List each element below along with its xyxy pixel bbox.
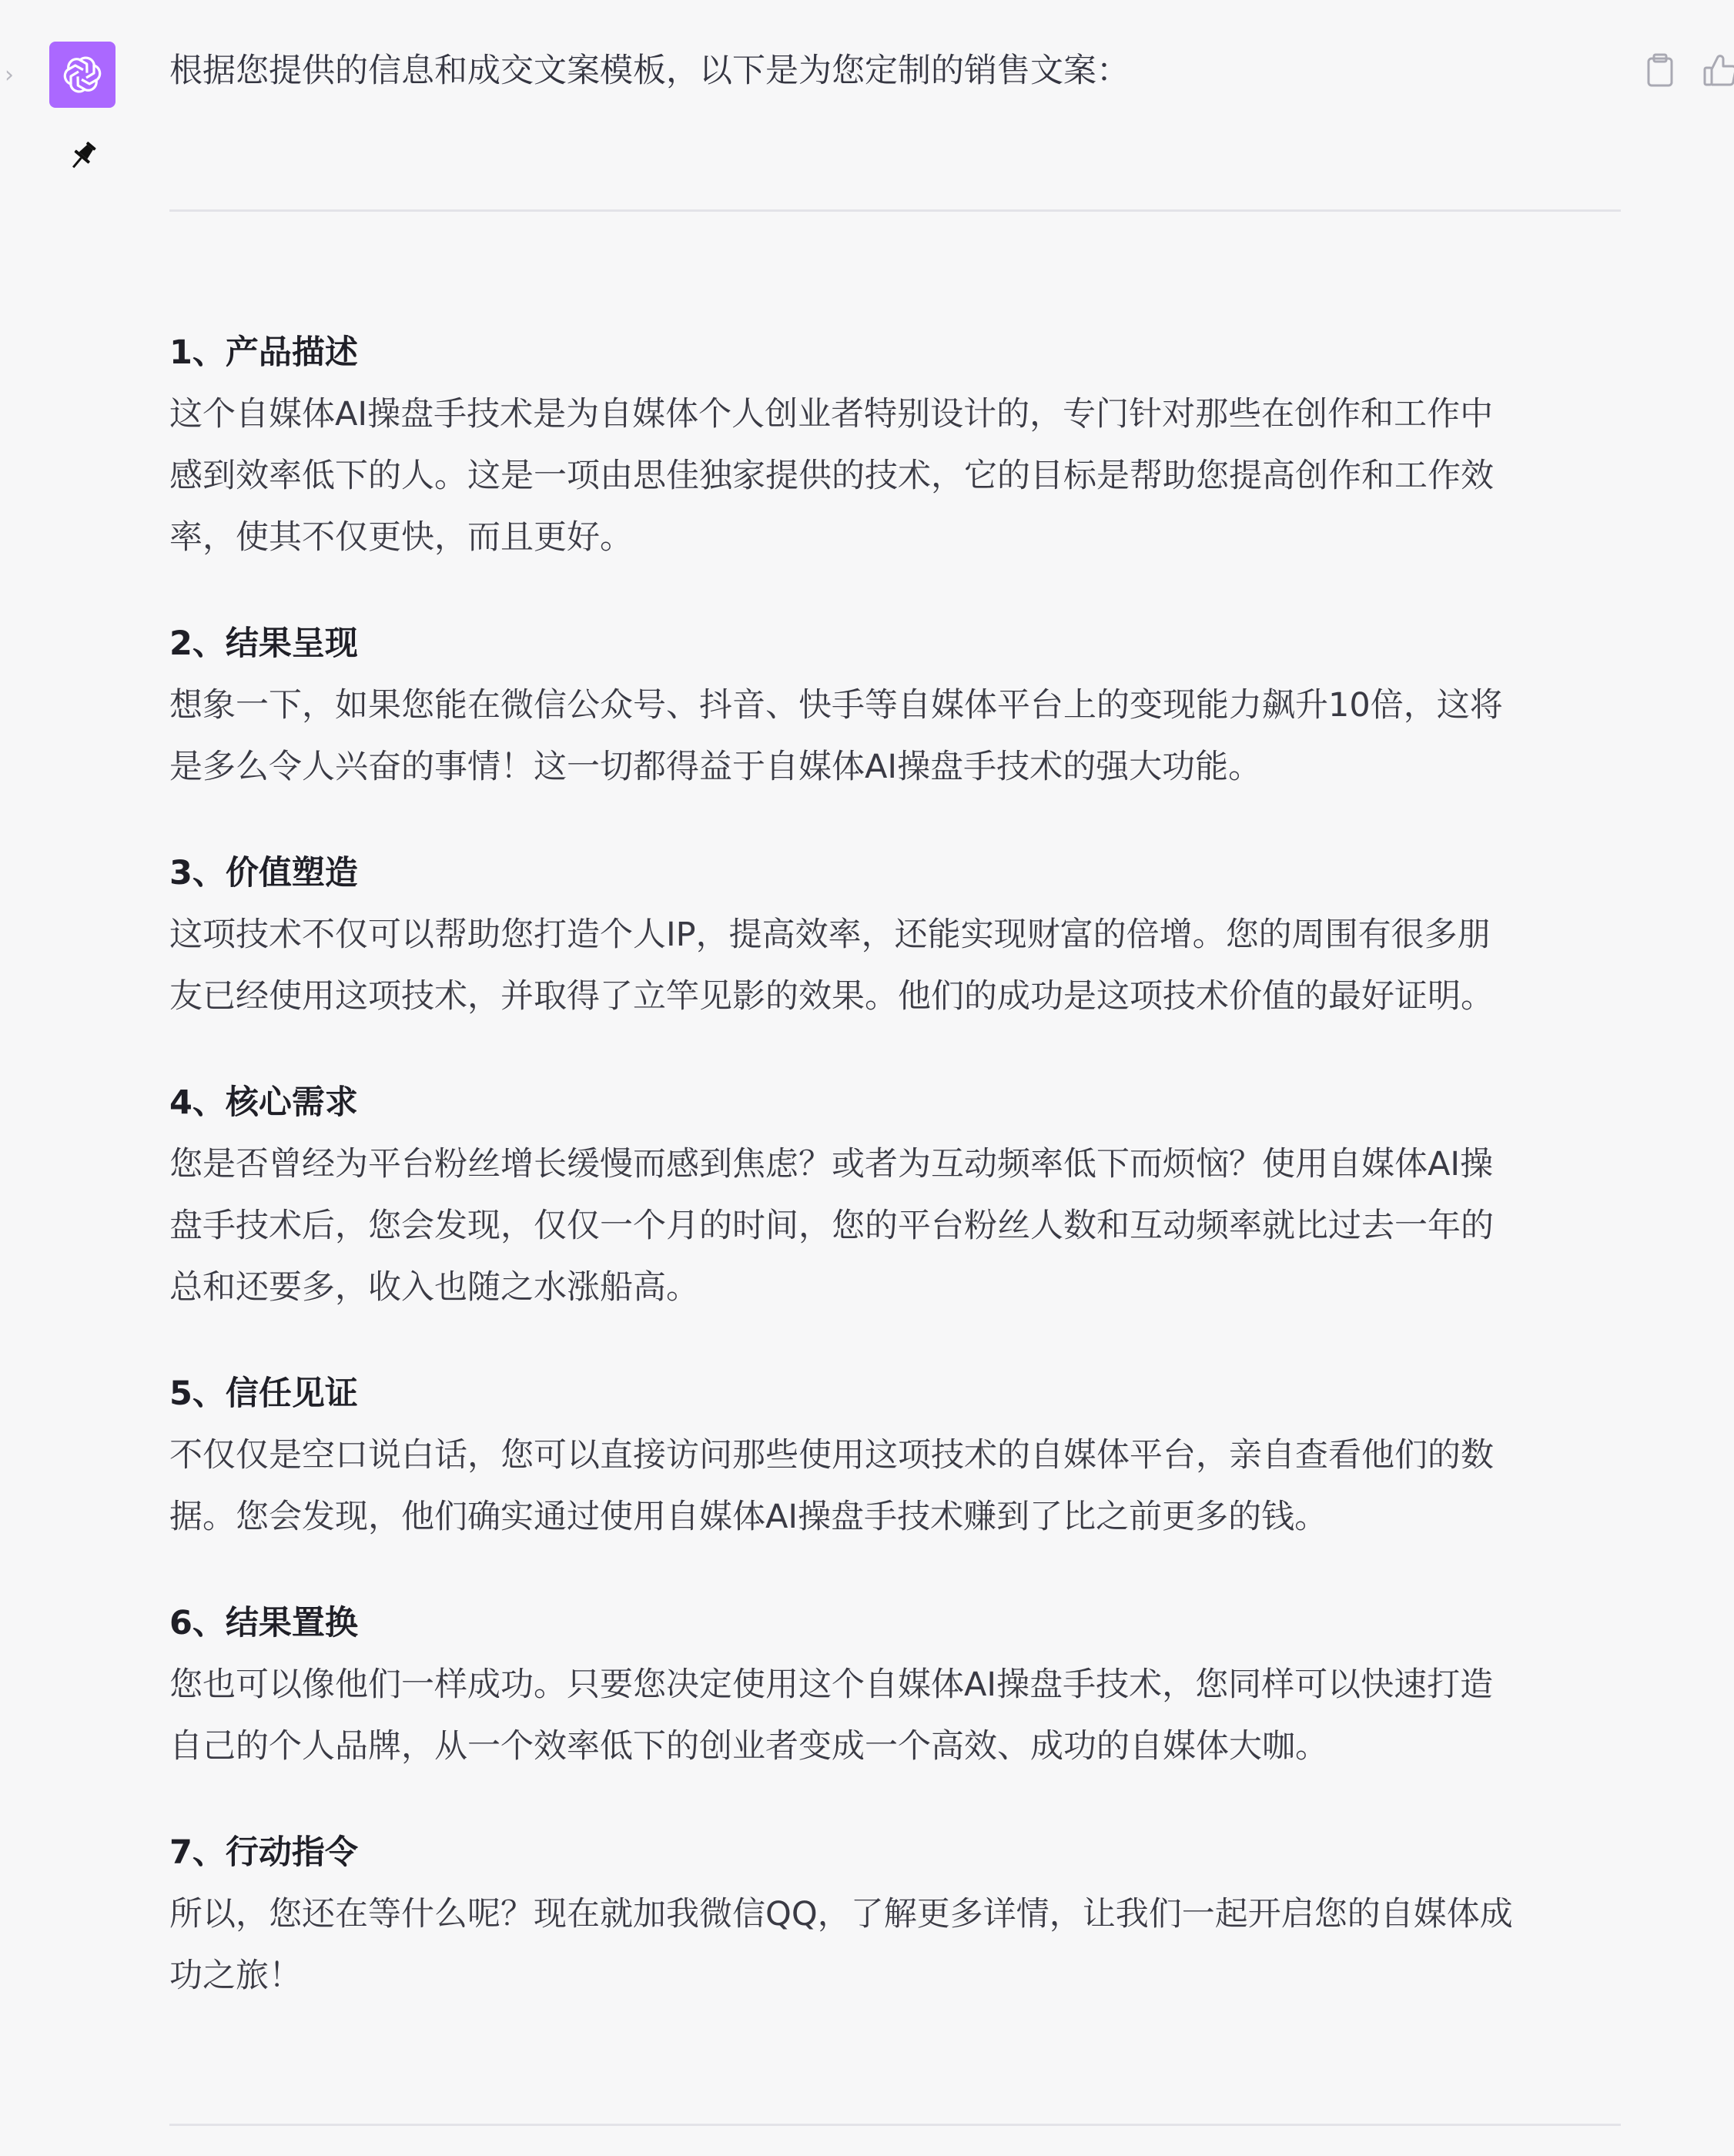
section-body [169,904,1621,1027]
thumbs-up-icon[interactable] [1702,49,1734,91]
openai-logo-icon [49,42,115,108]
section-line: 据。您会发现，他们确实通过使用自媒体AI操盘手技术赚到了比之前更多的钱。 [169,1498,1328,1536]
section-line: 您也可以像他们一样成功。只要您决定使用这个自媒体AI操盘手技术，您同样可以快速打造 [169,1666,1494,1704]
section-body [169,1424,1621,1548]
section-line: 您是否曾经为平台粉丝增长缓慢而感到焦虑？或者为互动频率低下而烦恼？使用自媒体AI操 [169,1145,1494,1183]
section-line: 感到效率低下的人。这是一项由思佳独家提供的技术，它的目标是帮助您提高创作和工作效 [169,457,1494,495]
section-title: 5、信任见证 [169,1374,358,1413]
section-line: 自己的个人品牌，从一个效率低下的创业者变成一个高效、成功的自媒体大咖。 [169,1727,1328,1766]
section-line: 是多么令人兴奋的事情！这一切都得益于自媒体AI操盘手技术的强大功能。 [169,748,1262,786]
section-title: 3、价值塑造 [169,854,358,892]
section-body [169,383,1621,568]
section-title: 7、行动指令 [169,1833,358,1872]
chevron-right-icon[interactable]: › [5,62,14,89]
message-actions [1642,49,1734,95]
section-line: 这个自媒体AI操盘手技术是为自媒体个人创业者特别设计的，专门针对那些在创作和工作中 [169,395,1494,434]
section-line: 这项技术不仅可以帮助您打造个人IP，提高效率，还能实现财富的倍增。您的周围有很多朋 [169,916,1491,954]
section-body [169,1133,1621,1318]
section-line: 友已经使用这项技术，并取得了立竿见影的效果。他们的成功是这项技术价值的最好证明。 [169,977,1494,1016]
section-line: 总和还要多，收入也随之水涨船高。 [169,1268,699,1307]
section-result-replacement [169,1592,1621,1777]
section-title: 2、结果呈现 [169,624,358,663]
section-body [169,675,1621,798]
section-line: 盘手技术后，您会发现，仅仅一个月的时间，您的平台粉丝人数和互动频率就比过去一年的 [169,1207,1494,1245]
section-product-description [169,322,1621,568]
section-title: 6、结果置换 [169,1604,358,1642]
clipboard-icon[interactable] [1642,49,1679,91]
section-line: 想象一下，如果您能在微信公众号、抖音、快手等自媒体平台上的变现能力飙升10倍，这将 [169,686,1503,725]
section-title: 1、产品描述 [169,333,358,372]
section-line: 功之旅！ [169,1957,302,1995]
pin-icon[interactable] [65,137,102,174]
section-body [169,1654,1621,1777]
section-call-to-action [169,1822,1621,2007]
divider [169,2124,1621,2126]
section-line: 所以，您还在等什么呢？现在就加我微信QQ，了解更多详情，让我们一起开启您的自媒体成 [169,1895,1513,1933]
section-title: 4、核心需求 [169,1083,358,1122]
section-line: 率，使其不仅更快，而且更好。 [169,518,633,557]
section-body [169,1883,1621,2007]
message-intro: 根据您提供的信息和成交文案模板，以下是为您定制的销售文案： [169,52,1130,90]
divider [169,209,1621,212]
section-result-presentation [169,613,1621,798]
section-core-needs [169,1072,1621,1318]
section-value-shaping [169,842,1621,1027]
sales-copy-sections [169,322,1621,2051]
section-line: 不仅仅是空口说白话，您可以直接访问那些使用这项技术的自媒体平台，亲自查看他们的数 [169,1436,1494,1475]
section-trust-testimony [169,1363,1621,1548]
